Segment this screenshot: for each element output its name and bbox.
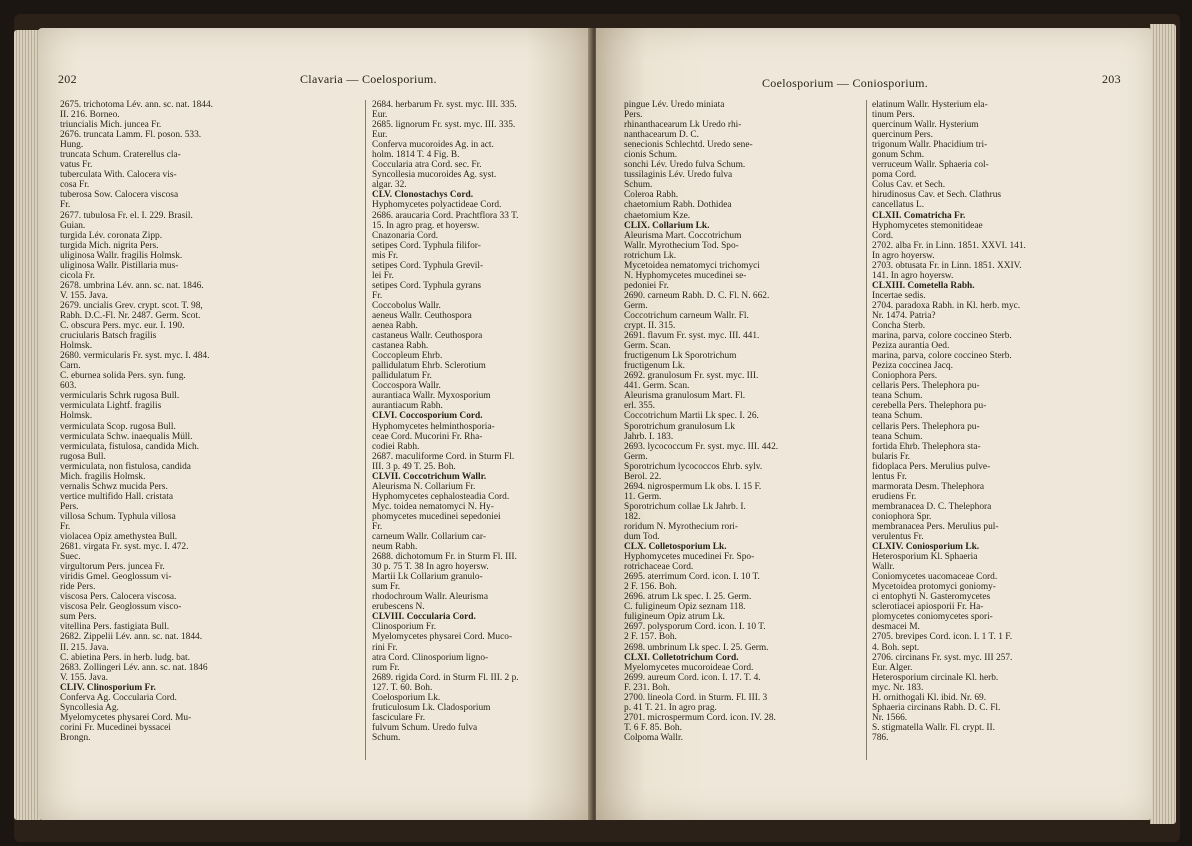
index-line: setipes Cord. Typhula filifor- bbox=[372, 240, 481, 251]
index-line: In agro hoyersw. bbox=[872, 250, 935, 261]
index-line: Carn. bbox=[60, 361, 81, 372]
index-line: fulvum Schum. Uredo fulva bbox=[372, 722, 478, 733]
index-line: fidoplaca Pers. Merulius pulve- bbox=[872, 461, 991, 472]
index-line: lentus Fr. bbox=[872, 471, 907, 482]
index-line: 2679. uncialis Grev. crypt. scot. T. 98, bbox=[60, 300, 203, 311]
index-line: CLX. Colletosporium Lk. bbox=[624, 542, 727, 553]
index-line: V. 155. Java. bbox=[60, 290, 108, 301]
index-line: vernalis Schwz mucida Pers. bbox=[60, 481, 168, 492]
index-line: ceae Cord. Mucorini Fr. Rha- bbox=[372, 431, 483, 442]
index-line: 2702. alba Fr. in Linn. 1851. XXVI. 141. bbox=[872, 240, 1026, 251]
index-line: senecionis Schlechtd. Uredo sene- bbox=[624, 140, 753, 151]
index-line: Eur. bbox=[372, 110, 388, 121]
index-line: Sporotrichum lycococcos Ehrb. sylv. bbox=[624, 461, 763, 472]
index-line: Coccularia atra Cord. sec. Fr. bbox=[372, 160, 482, 171]
index-line: triuncialis Mich. juncea Fr. bbox=[60, 120, 162, 131]
index-line: F. 231. Boh. bbox=[624, 682, 670, 693]
index-line: S. stigmatella Wallr. Fl. crypt. II. bbox=[872, 722, 996, 733]
index-line: pallidulatum Fr. bbox=[372, 371, 432, 382]
index-line: virgultorum Pers. juncea Fr. bbox=[60, 562, 165, 573]
index-line: Hyphomycetes stemonitideae bbox=[872, 220, 983, 231]
index-line: 786. bbox=[872, 732, 889, 743]
index-line: cicola Fr. bbox=[60, 270, 95, 281]
left-page-edges bbox=[14, 30, 40, 820]
index-line: rugosa Bull. bbox=[60, 451, 106, 462]
index-line: 2677. tubulosa Fr. el. I. 229. Brasil. bbox=[60, 210, 193, 221]
index-line: Colpoma Wallr. bbox=[624, 732, 683, 743]
index-line: Coccospora Wallr. bbox=[372, 381, 441, 392]
left-column-rule bbox=[365, 100, 366, 760]
index-line: castaneus Wallr. Ceuthospora bbox=[372, 331, 483, 342]
index-line: 2706. circinans Fr. syst. myc. III 257. bbox=[872, 652, 1013, 663]
index-line: Aleurisma N. Collarium Fr. bbox=[372, 481, 476, 492]
index-line: Mich. fragilis Holmsk. bbox=[60, 471, 146, 482]
index-line: gonum Schm. bbox=[872, 150, 925, 161]
index-line: rhinanthacearum Lk Uredo rhi- bbox=[624, 120, 742, 131]
index-line: 2680. vermicularis Fr. syst. myc. I. 484. bbox=[60, 351, 210, 362]
index-line: Fr. bbox=[60, 200, 71, 211]
index-line: 141. In agro hoyersw. bbox=[872, 270, 954, 281]
index-line: Mycetoidea protomyci goniomy- bbox=[872, 582, 996, 593]
index-line: 2700. lineola Cord. in Sturm. Fl. III. 3 bbox=[624, 692, 768, 703]
index-line: fructigenum Lk. bbox=[624, 361, 685, 372]
index-line: vermicularis Schrk rugosa Bull. bbox=[60, 391, 180, 402]
index-line: vitellina Pers. fastigiata Bull. bbox=[60, 622, 170, 633]
index-line: CLVI. Coccosporium Cord. bbox=[372, 411, 483, 422]
index-line: 2703. obtusata Fr. in Linn. 1851. XXIV. bbox=[872, 260, 1022, 271]
index-line: Schum. bbox=[372, 732, 401, 743]
index-line: 2675. trichotoma Lév. ann. sc. nat. 1844. bbox=[60, 100, 214, 110]
index-line: Myelomycetes mucoroideae Cord. bbox=[624, 662, 754, 673]
index-line: Myelomycetes physarei Cord. Muco- bbox=[372, 632, 513, 643]
index-line: mis Fr. bbox=[372, 250, 399, 261]
index-line: Heterosporium circinale Kl. herb. bbox=[872, 672, 999, 683]
index-line: 603. bbox=[60, 381, 77, 392]
index-line: 2705. brevipes Cord. icon. I. 1 T. 1 F. bbox=[872, 632, 1013, 643]
index-line: 182. bbox=[624, 511, 641, 522]
index-line: Holmsk. bbox=[60, 341, 93, 352]
index-line: 2686. araucaria Cord. Prachtflora 33 T. bbox=[372, 210, 519, 221]
index-line: viridis Gmel. Geoglossum vi- bbox=[60, 572, 172, 583]
index-line: Hyphomycetes cephalosteadia Cord. bbox=[372, 491, 510, 502]
index-line: villosa Schum. Typhula villosa bbox=[60, 511, 176, 522]
index-line: phomycetes mucedinei sepedoniei bbox=[372, 511, 501, 522]
index-line: CLXI. Colletotrichum Cord. bbox=[624, 652, 739, 663]
index-line: Guian. bbox=[60, 220, 86, 231]
index-line: II. 215. Java. bbox=[60, 642, 109, 653]
right-page-edges bbox=[1150, 24, 1176, 824]
index-line: 2685. lignorum Fr. syst. myc. III. 335. bbox=[372, 120, 516, 131]
index-line: Syncollesia mucoroides Ag. syst. bbox=[372, 170, 497, 181]
index-line: Nr. 1474. Patria? bbox=[872, 310, 936, 321]
index-line: Peziza aurantia Oed. bbox=[872, 341, 950, 352]
index-line: hirudinosus Cav. et Sech. Clathrus bbox=[872, 190, 1002, 201]
right-column-1 bbox=[624, 100, 862, 790]
index-line: quercinum Pers. bbox=[872, 130, 933, 141]
index-line: Martii Lk Collarium granulo- bbox=[372, 572, 483, 583]
index-line: Suec. bbox=[60, 552, 81, 563]
index-line: Wallr. Myrothecium Tod. Spo- bbox=[624, 240, 739, 251]
index-line: roridum N. Myrothecium rori- bbox=[624, 521, 739, 532]
index-line: trigonum Wallr. Phacidium tri- bbox=[872, 140, 988, 151]
index-line: nanthacearum D. C. bbox=[624, 130, 699, 141]
index-line: viscosa Pelr. Geoglossum visco- bbox=[60, 602, 182, 613]
index-line: Schum. bbox=[624, 180, 653, 191]
index-line: 2688. dichotomum Fr. in Sturm Fl. III. bbox=[372, 552, 517, 563]
index-line: castanea Rabh. bbox=[372, 341, 429, 352]
left-running-head: Clavaria — Coelosporium. bbox=[300, 72, 437, 86]
index-line: rhodochroum Wallr. Aleurisma bbox=[372, 592, 488, 603]
index-line: vermiculata Scop. rugosa Bull. bbox=[60, 421, 176, 432]
index-line: 2684. herbarum Fr. syst. myc. III. 335. bbox=[372, 100, 517, 110]
index-line: Pers. bbox=[60, 501, 79, 512]
index-line: tuberosa Sow. Calocera viscosa bbox=[60, 190, 179, 201]
index-line: CLXII. Comatricha Fr. bbox=[872, 210, 966, 221]
index-line: turgida Mich. nigrita Pers. bbox=[60, 240, 159, 251]
index-line: fasciculare Fr. bbox=[372, 712, 426, 723]
right-page-number: 203 bbox=[1102, 72, 1121, 86]
index-line: T. 6 F. 85. Boh. bbox=[624, 722, 682, 733]
index-line: teana Schum. bbox=[872, 431, 923, 442]
index-line: uliginosa Wallr. fragilis Holmsk. bbox=[60, 250, 183, 261]
index-line: marmorata Desm. Thelephora bbox=[872, 481, 985, 492]
index-line: teana Schum. bbox=[872, 391, 923, 402]
index-line: vermiculata Lightf. fragilis bbox=[60, 401, 162, 412]
index-line: carneum Wallr. Collarium car- bbox=[372, 532, 486, 543]
index-line: erl. 355. bbox=[624, 401, 655, 412]
index-line: cancellatus L. bbox=[872, 200, 925, 211]
index-line: ride Pers. bbox=[60, 582, 96, 593]
index-line: Pers. bbox=[624, 110, 643, 121]
index-line: 2697. polysporum Cord. icon. I. 10 T. bbox=[624, 622, 766, 633]
index-line: membranacea D. C. Thelephora bbox=[872, 501, 992, 512]
index-line: rum Fr. bbox=[372, 662, 400, 673]
index-line: neum Rabh. bbox=[372, 542, 418, 553]
index-line: 2699. aureum Cord. icon. I. 17. T. 4. bbox=[624, 672, 761, 683]
index-line: bularis Fr. bbox=[872, 451, 911, 462]
index-line: 2695. aterrimum Cord. icon. I. 10 T. bbox=[624, 572, 760, 583]
index-line: cosa Fr. bbox=[60, 180, 90, 191]
index-line: Nr. 1566. bbox=[872, 712, 908, 723]
index-line: aurantiacum Rabh. bbox=[372, 401, 443, 412]
index-line: erudiens Fr. bbox=[872, 491, 917, 502]
index-line: Myc. toidea nematomyci N. Hy- bbox=[372, 501, 494, 512]
index-line: setipes Cord. Typhula gyrans bbox=[372, 280, 482, 291]
index-line: algar. 32. bbox=[372, 180, 407, 191]
index-line: verruceum Wallr. Sphaeria col- bbox=[872, 160, 989, 171]
index-line: 11. Germ. bbox=[624, 491, 662, 502]
index-line: tuberculata With. Calocera vis- bbox=[60, 170, 177, 181]
index-line: cerebella Pers. Thelephora pu- bbox=[872, 401, 987, 412]
index-line: cionis Schum. bbox=[624, 150, 678, 161]
index-line: Incertae sedis. bbox=[872, 290, 926, 301]
right-running-head: Coelosporium — Coniosporium. bbox=[762, 76, 929, 90]
index-line: vermiculata, non fistulosa, candida bbox=[60, 461, 191, 472]
index-line: Coleroa Rabh. bbox=[624, 190, 679, 201]
left-page-number: 202 bbox=[58, 72, 77, 86]
index-line: CLXIII. Cometella Rabh. bbox=[872, 280, 975, 291]
index-line: CLVIII. Coccularia Cord. bbox=[372, 612, 476, 623]
index-line: CLXIV. Coniosporium Lk. bbox=[872, 542, 980, 553]
index-line: Coniomycetes uacomaceae Cord. bbox=[872, 572, 998, 583]
index-line: 2689. rigida Cord. in Sturm Fl. III. 2 p. bbox=[372, 672, 519, 683]
index-line: Hyphomycetes polyactideae Cord. bbox=[372, 200, 502, 211]
index-line: 127. T. 60. Boh. bbox=[372, 682, 433, 693]
index-line: erubescens N. bbox=[372, 602, 425, 613]
index-line: 2698. umbrinum Lk spec. I. 25. Germ. bbox=[624, 642, 769, 653]
index-line: membranacea Pers. Merulius pul- bbox=[872, 521, 999, 532]
index-line: Sporotrichum collae Lk Jahrb. I. bbox=[624, 501, 746, 512]
index-line: Clinosporium Fr. bbox=[372, 622, 437, 633]
index-line: Fr. bbox=[60, 521, 71, 532]
index-line: Coccopleum Ehrb. bbox=[372, 351, 443, 362]
index-line: pingue Lév. Uredo miniata bbox=[624, 100, 725, 110]
index-line: N. Hyphomycetes mucedinei se- bbox=[624, 270, 747, 281]
index-line: C. fuligineum Opiz seznam 118. bbox=[624, 602, 746, 613]
index-line: 2681. virgata Fr. syst. myc. I. 472. bbox=[60, 542, 189, 553]
index-line: cellaris Pers. Thelephora pu- bbox=[872, 421, 980, 432]
index-line: Brongn. bbox=[60, 732, 91, 743]
index-line: Hyphomycetes helminthosporia- bbox=[372, 421, 495, 432]
index-line: Peziza coccinea Jacq. bbox=[872, 361, 953, 372]
index-line: Jahrb. I. 183. bbox=[624, 431, 674, 442]
index-line: holm. 1814 T. 4 Fig. B. bbox=[372, 150, 460, 161]
right-column-rule bbox=[866, 100, 867, 760]
index-line: Colus Cav. et Sech. bbox=[872, 180, 946, 191]
index-line: Cord. bbox=[872, 230, 894, 241]
index-line: H. ornithogali Kl. ibid. Nr. 69. bbox=[872, 692, 987, 703]
index-line: 2704. paradoxa Rabh. in Kl. herb. myc. bbox=[872, 300, 1021, 311]
index-line: aeneus Wallr. Ceuthospora bbox=[372, 310, 472, 321]
index-line: uliginosa Wallr. Pistillaria mus- bbox=[60, 260, 179, 271]
index-line: Germ. bbox=[624, 300, 648, 311]
index-line: C. eburnea solida Pers. syn. fung. bbox=[60, 371, 186, 382]
index-line: vermiculata, fistulosa, candida Mich. bbox=[60, 441, 200, 452]
index-line: sum Pers. bbox=[60, 612, 97, 623]
index-line: fortida Ehrb. Thelephora sta- bbox=[872, 441, 981, 452]
index-line: dum Tod. bbox=[624, 532, 660, 543]
index-line: cruciularis Batsch fragilis bbox=[60, 331, 157, 342]
index-line: Concha Sterb. bbox=[872, 321, 926, 332]
index-line: Cnazonaria Cord. bbox=[372, 230, 439, 241]
index-line: Eur. Alger. bbox=[872, 662, 913, 673]
index-line: Coccotrichum Martii Lk spec. I. 26. bbox=[624, 411, 759, 422]
index-line: II. 216. Borneo. bbox=[60, 110, 120, 121]
index-line: rotrichaceae Cord. bbox=[624, 562, 694, 573]
index-line: plomycetes coniomycetes spori- bbox=[872, 612, 993, 623]
index-line: 2692. granulosum Fr. syst. myc. III. bbox=[624, 371, 759, 382]
index-line: turgida Lév. coronata Zipp. bbox=[60, 230, 163, 241]
index-line: fuligineum Opiz atrum Lk. bbox=[624, 612, 726, 623]
index-line: Coccobolus Wallr. bbox=[372, 300, 441, 311]
index-line: 2682. Zippelii Lév. ann. sc. nat. 1844. bbox=[60, 632, 203, 643]
index-line: 2676. truncata Lamm. Fl. poson. 533. bbox=[60, 130, 202, 141]
index-line: tinum Pers. bbox=[872, 110, 915, 121]
index-line: Conferva mucoroides Ag. in act. bbox=[372, 140, 494, 151]
index-line: Heterosporium Kl. Sphaeria bbox=[872, 552, 978, 563]
index-line: elatinum Wallr. Hysterium ela- bbox=[872, 100, 988, 110]
index-line: Aleurisma Mart. Coccotrichum bbox=[624, 230, 742, 241]
index-line: fructigenum Lk Sporotrichum bbox=[624, 351, 737, 362]
index-line: aenea Rabh. bbox=[372, 321, 418, 332]
index-line: Eur. bbox=[372, 130, 388, 141]
index-line: 2694. nigrospermum Lk obs. I. 15 F. bbox=[624, 481, 762, 492]
index-line: Coniophora Pers. bbox=[872, 371, 938, 382]
index-line: pallidulatum Ehrb. Sclerotium bbox=[372, 361, 486, 372]
index-line: rini Fr. bbox=[372, 642, 398, 653]
index-line: corini Fr. Mucedinei byssacei bbox=[60, 722, 171, 733]
index-line: Fr. bbox=[372, 521, 383, 532]
index-line: V. 155. Java. bbox=[60, 672, 108, 683]
index-line: CLVII. Coccotrichum Wallr. bbox=[372, 471, 487, 482]
index-line: CLIX. Collarium Lk. bbox=[624, 220, 710, 231]
index-line: desmacei M. bbox=[872, 622, 920, 633]
left-column-1 bbox=[60, 100, 360, 790]
index-line: crypt. II. 315. bbox=[624, 321, 676, 332]
index-line: pedoniei Fr. bbox=[624, 280, 669, 291]
index-line: atra Cord. Clinosporium ligno- bbox=[372, 652, 489, 663]
left-column-2 bbox=[372, 100, 580, 790]
index-line: 2690. carneum Rabh. D. C. Fl. N. 662. bbox=[624, 290, 770, 301]
index-line: myc. Nr. 183. bbox=[872, 682, 924, 693]
index-line: 2701. microspermum Cord. icon. IV. 28. bbox=[624, 712, 776, 723]
index-line: setipes Cord. Typhula Grevil- bbox=[372, 260, 484, 271]
index-line: 2691. flavum Fr. syst. myc. III. 441. bbox=[624, 331, 760, 342]
index-line: Hung. bbox=[60, 140, 84, 151]
index-line: coniophora Spr. bbox=[872, 511, 932, 522]
index-line: lei Fr. bbox=[372, 270, 394, 281]
index-line: 2696. atrum Lk spec. I. 25. Germ. bbox=[624, 592, 752, 603]
index-line: vermiculata Schw. inaequalis Müll. bbox=[60, 431, 193, 442]
index-line: cellaris Pers. Thelephora pu- bbox=[872, 381, 980, 392]
index-line: III. 3 p. 49 T. 25. Boh. bbox=[372, 461, 456, 472]
right-column-2 bbox=[872, 100, 1144, 790]
index-line: Holmsk. bbox=[60, 411, 93, 422]
index-line: codiei Rabh. bbox=[372, 441, 420, 452]
index-line: Hyphomycetes mucedinei Fr. Spo- bbox=[624, 552, 755, 563]
index-line: C. abietina Pers. in herb. ludg. bat. bbox=[60, 652, 190, 663]
index-line: Coelosporium Lk. bbox=[372, 692, 441, 703]
index-line: Syncollesia Ag. bbox=[60, 702, 119, 713]
index-line: 2 F. 156. Boh. bbox=[624, 582, 677, 593]
index-line: chaetomium Rabh. Dothidea bbox=[624, 200, 732, 211]
index-line: CLV. Clonostachys Cord. bbox=[372, 190, 474, 201]
index-line: Berol. 22. bbox=[624, 471, 662, 482]
index-line: Coccotrichum carneum Wallr. Fl. bbox=[624, 310, 749, 321]
index-line: Mycetoidea nematomyci trichomyci bbox=[624, 260, 760, 271]
index-line: fruticulosum Lk. Cladosporium bbox=[372, 702, 491, 713]
index-line: 2678. umbrina Lév. ann. sc. nat. 1846. bbox=[60, 280, 204, 291]
index-line: tussilaginis Lév. Uredo fulva bbox=[624, 170, 733, 181]
index-line: marina, parva, colore coccineo Sterb. bbox=[872, 351, 1012, 362]
index-line: Sporotrichum granulosum Lk bbox=[624, 421, 735, 432]
index-line: sonchi Lév. Uredo fulva Schum. bbox=[624, 160, 746, 171]
index-line: teana Schum. bbox=[872, 411, 923, 422]
index-line: Fr. bbox=[372, 290, 383, 301]
index-line: vatus Fr. bbox=[60, 160, 93, 171]
index-line: Sphaeria circinans Rabh. D. C. Fl. bbox=[872, 702, 1001, 713]
index-line: 4. Boh. sept. bbox=[872, 642, 920, 653]
index-line: sum Fr. bbox=[372, 582, 401, 593]
index-line: 2683. Zollingeri Lév. ann. sc. nat. 1846 bbox=[60, 662, 208, 673]
index-line: truncata Schum. Craterellus cla- bbox=[60, 150, 181, 161]
index-line: marina, parva, colore coccineo Sterb. bbox=[872, 331, 1012, 342]
index-line: ci entophyti N. Gasteromycetes bbox=[872, 592, 991, 603]
index-line: Conferva Ag. Coccularia Cord. bbox=[60, 692, 177, 703]
index-line: Wallr. bbox=[872, 562, 895, 573]
index-line: C. obscura Pers. myc. eur. I. 190. bbox=[60, 321, 185, 332]
index-line: Rabh. D.C.-Fl. Nr. 2487. Germ. Scot. bbox=[60, 310, 201, 321]
index-line: chaetomium Kze. bbox=[624, 210, 691, 221]
index-line: sclerotiacei apiosporii Fr. Ha- bbox=[872, 602, 984, 613]
index-line: aurantiaca Wallr. Myxosporium bbox=[372, 391, 491, 402]
index-line: viscosa Pers. Calocera viscosa. bbox=[60, 592, 177, 603]
index-line: p. 41 T. 21. In agro prag. bbox=[624, 702, 717, 713]
index-line: Germ. Scan. bbox=[624, 341, 671, 352]
index-line: Germ. bbox=[624, 451, 648, 462]
index-line: vertice multifido Hall. cristata bbox=[60, 491, 173, 502]
index-line: CLIV. Clinosporium Fr. bbox=[60, 682, 156, 693]
index-line: 2687. maculiforme Cord. in Sturm Fl. bbox=[372, 451, 515, 462]
index-line: violacea Opiz amethystea Bull. bbox=[60, 532, 178, 543]
index-line: 441. Germ. Scan. bbox=[624, 381, 690, 392]
index-line: poma Cord. bbox=[872, 170, 917, 181]
index-line: 2693. lycococcum Fr. syst. myc. III. 442. bbox=[624, 441, 779, 452]
index-line: Myelomycetes physarei Cord. Mu- bbox=[60, 712, 192, 723]
index-line: rotrichum Lk. bbox=[624, 250, 677, 261]
index-line: verulentus Fr. bbox=[872, 532, 924, 543]
index-line: 15. In agro prag. et hoyersw. bbox=[372, 220, 480, 231]
index-line: quercinum Wallr. Hysterium bbox=[872, 120, 979, 131]
index-line: 30 p. 75 T. 38 In agro hoyersw. bbox=[372, 562, 489, 573]
index-line: 2 F. 157. Boh. bbox=[624, 632, 677, 643]
index-line: Aleurisma granulosum Mart. Fl. bbox=[624, 391, 746, 402]
